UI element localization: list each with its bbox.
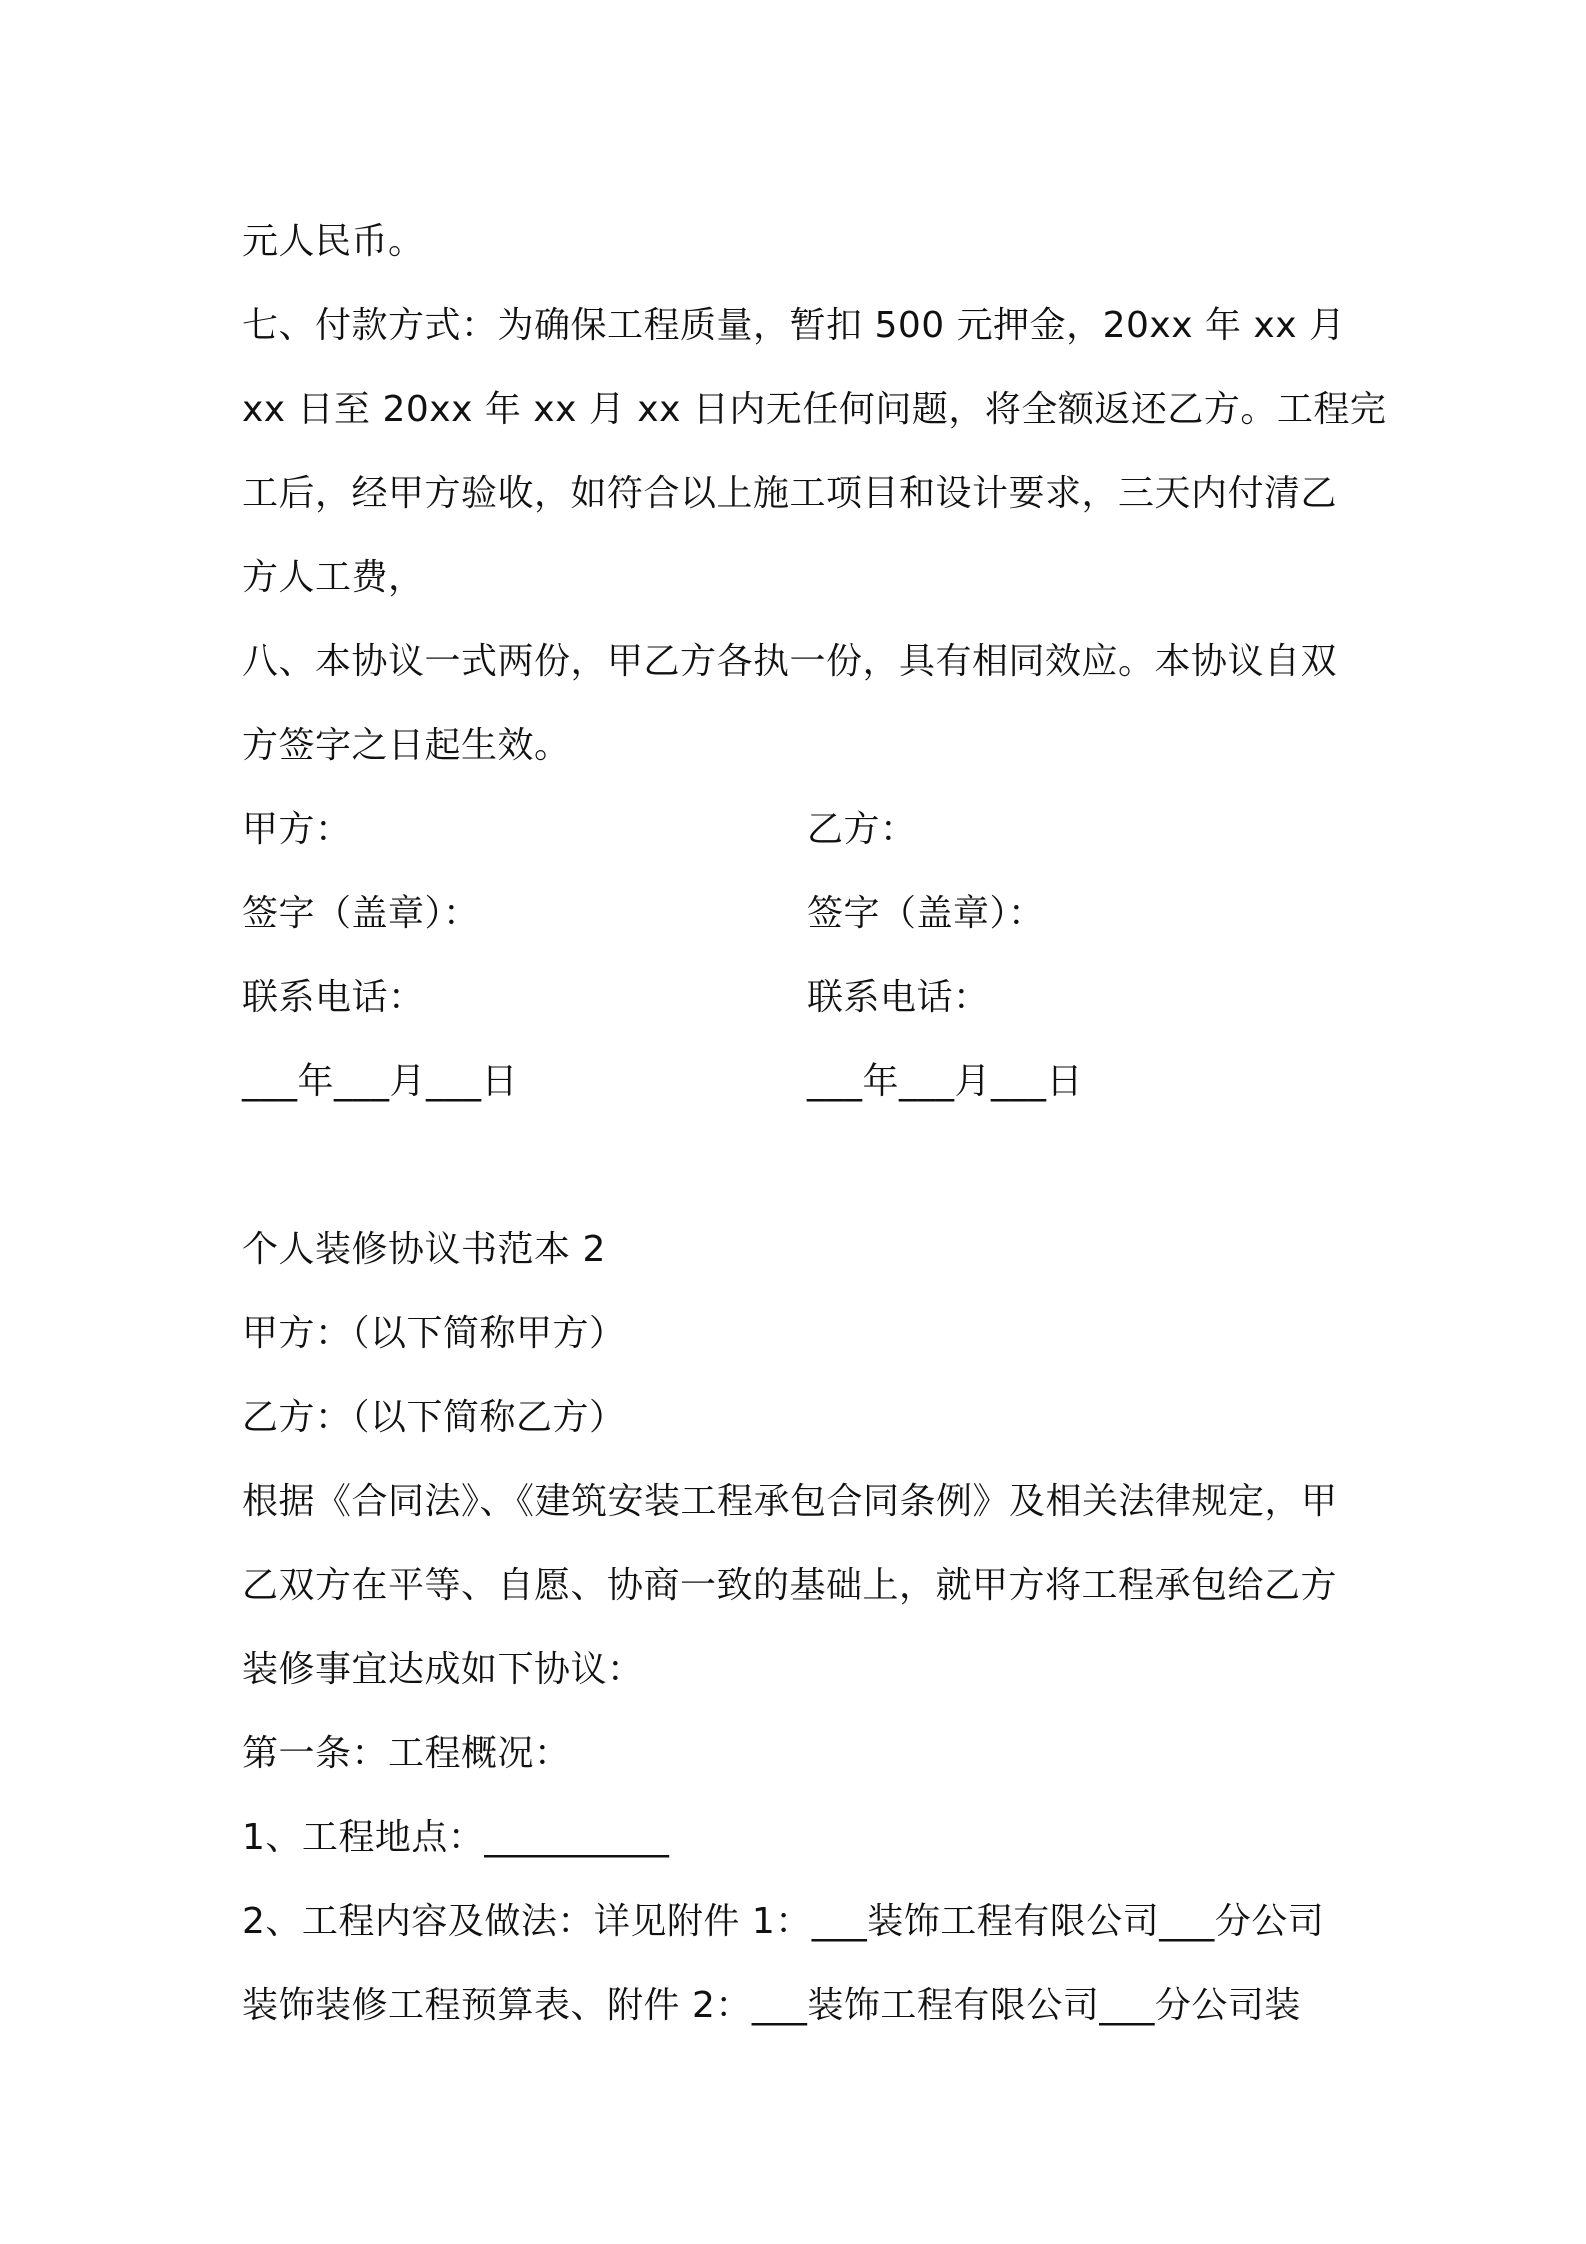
clause-seven-line: 七、付款方式：为确保工程质量，暂扣 500 元押金，20xx 年 xx 月 <box>242 305 1346 346</box>
party-a-intro: 甲方：（以下简称甲方） <box>242 1313 626 1354</box>
document-body <box>242 200 1387 2048</box>
paragraph-line: 元人民币。 <box>242 221 425 262</box>
section-spacer <box>242 1124 1362 1208</box>
project-content-line: 装饰装修工程预算表、附件 2：___装饰工程有限公司___分公司装 <box>242 1985 1301 2026</box>
party-b-intro: 乙方：（以下简称乙方） <box>242 1397 626 1438</box>
party-a-label: 甲方： <box>242 809 352 850</box>
preamble-line: 乙双方在平等、自愿、协商一致的基础上，就甲方将工程承包给乙方 <box>242 1565 1338 1606</box>
party-b-phone: 联系电话： <box>807 977 990 1018</box>
signature-phone-row <box>242 956 1362 1040</box>
article-one-heading: 第一条：工程概况： <box>242 1733 571 1774</box>
signature-date-row <box>242 1040 1362 1124</box>
signature-party-row <box>242 788 1362 872</box>
party-b-label: 乙方： <box>807 809 917 850</box>
signature-sign-row <box>242 872 1362 956</box>
preamble-line: 装修事宜达成如下协议： <box>242 1649 644 1690</box>
clause-eight-line: 方签字之日起生效。 <box>242 725 571 766</box>
party-b-signature: 签字（盖章）： <box>807 893 1045 934</box>
project-content-line: 2、工程内容及做法：详见附件 1：___装饰工程有限公司___分公司 <box>242 1901 1325 1942</box>
project-location: 1、工程地点：__________ <box>242 1817 670 1858</box>
party-b-date: ___年___月___日 <box>807 1061 1084 1102</box>
party-a-date: ___年___月___日 <box>242 1061 519 1102</box>
clause-seven-line: xx 日至 20xx 年 xx 月 xx 日内无任何问题，将全额返还乙方。工程完 <box>242 389 1387 430</box>
party-a-signature: 签字（盖章）： <box>242 893 480 934</box>
party-a-phone: 联系电话： <box>242 977 425 1018</box>
clause-seven-line: 方人工费， <box>242 557 425 598</box>
section-title: 个人装修协议书范本 2 <box>242 1229 606 1270</box>
preamble-line: 根据《合同法》、《建筑安装工程承包合同条例》及相关法律规定，甲 <box>242 1481 1338 1522</box>
clause-eight-line: 八、本协议一式两份，甲乙方各执一份，具有相同效应。本协议自双 <box>242 641 1338 682</box>
clause-seven-line: 工后，经甲方验收，如符合以上施工项目和设计要求，三天内付清乙 <box>242 473 1338 514</box>
